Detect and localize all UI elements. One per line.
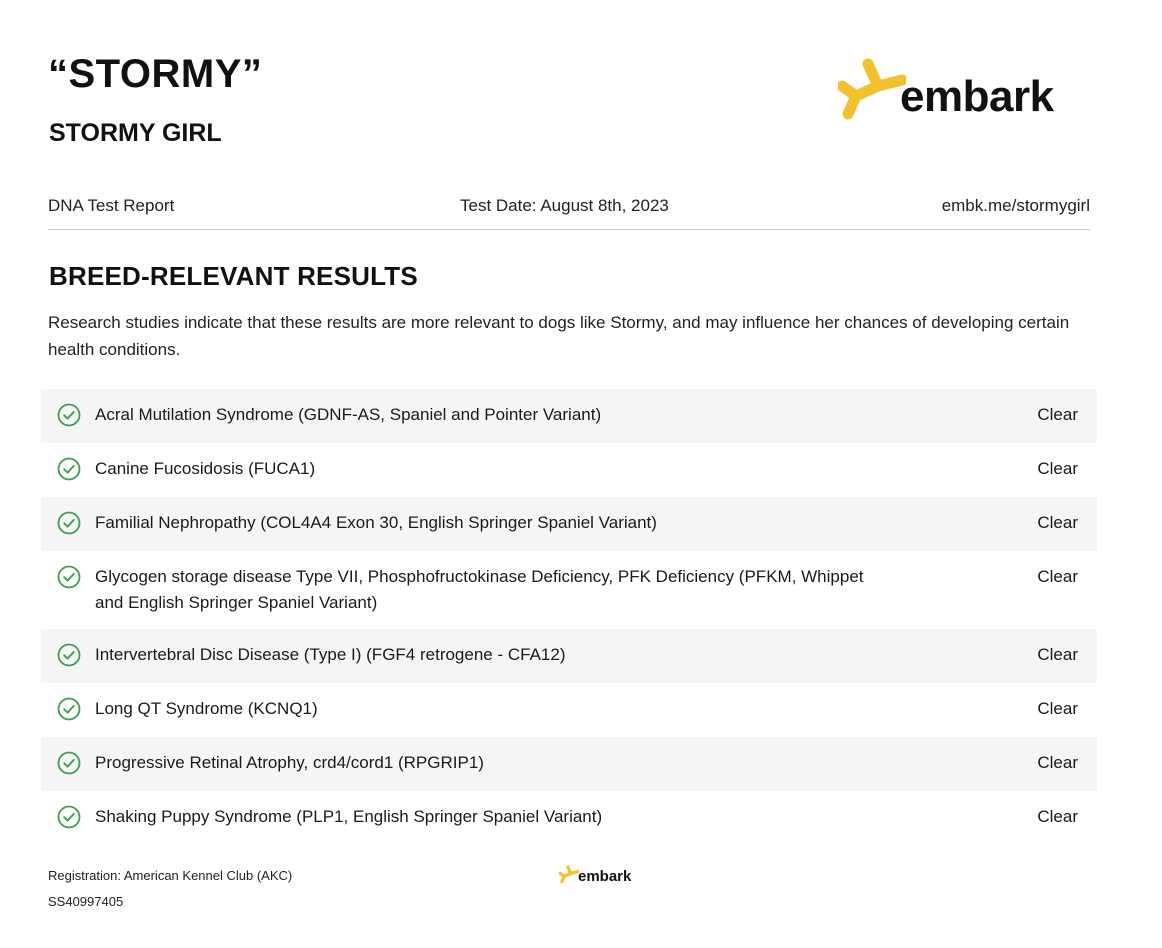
results-list <box>41 389 1097 845</box>
footer-registration-id: SS40997405 <box>48 894 124 909</box>
result-condition-name: Familial Nephropathy (COL4A4 Exon 30, English Springer Spaniel Variant) <box>95 513 657 532</box>
check-circle-icon <box>57 457 81 481</box>
result-condition-name: Intervertebral Disc Disease (Type I) (FGF4 retrogene - CFA12) <box>95 645 566 664</box>
result-condition-name: Canine Fucosidosis (FUCA1) <box>95 459 316 478</box>
result-row <box>41 497 1097 551</box>
check-circle-icon <box>57 805 81 829</box>
result-status: Clear <box>1037 807 1078 826</box>
divider <box>48 229 1090 230</box>
check-circle-icon <box>57 751 81 775</box>
embark-logo-text: embark <box>900 72 1054 121</box>
result-row <box>41 683 1097 737</box>
dog-call-name: “STORMY” <box>48 52 263 96</box>
section-title: BREED-RELEVANT RESULTS <box>49 261 418 291</box>
profile-link[interactable]: embk.me/stormygirl <box>941 196 1090 215</box>
result-status: Clear <box>1037 645 1078 664</box>
report-type: DNA Test Report <box>48 196 175 215</box>
embark-logo <box>838 54 1083 122</box>
result-row <box>41 791 1097 845</box>
section-description: Research studies indicate that these results are more relevant to dogs like Stormy, and may influence her chances of developing certain health conditions. <box>48 313 1070 359</box>
result-condition-name: Shaking Puppy Syndrome (PLP1, English Springer Spaniel Variant) <box>95 807 603 826</box>
test-date: Test Date: August 8th, 2023 <box>460 196 669 215</box>
footer-logo-text: embark <box>578 867 632 885</box>
result-status: Clear <box>1037 405 1078 424</box>
footer-embark-logo <box>559 862 631 886</box>
result-row <box>41 629 1097 683</box>
dog-registered-name: STORMY GIRL <box>49 119 222 147</box>
result-condition-name: Glycogen storage disease Type VII, Phosphofructokinase Deficiency, PFK Deficiency (PFKM, Whippet and English Springer Spaniel Variant) <box>95 567 864 612</box>
check-circle-icon <box>57 565 81 589</box>
result-row <box>41 551 1097 629</box>
embark-logo-icon <box>559 864 579 884</box>
result-condition-name: Acral Mutilation Syndrome (GDNF-AS, Spaniel and Pointer Variant) <box>95 405 602 424</box>
check-circle-icon <box>57 697 81 721</box>
result-status: Clear <box>1037 699 1078 718</box>
result-condition-name: Long QT Syndrome (KCNQ1) <box>95 699 318 718</box>
check-circle-icon <box>57 643 81 667</box>
report-meta <box>48 194 1090 218</box>
embark-logo-icon <box>838 56 906 120</box>
result-status: Clear <box>1037 459 1078 478</box>
result-row <box>41 389 1097 443</box>
result-condition-name: Progressive Retinal Atrophy, crd4/cord1 (RPGRIP1) <box>95 753 484 772</box>
result-status: Clear <box>1037 513 1078 532</box>
check-circle-icon <box>57 403 81 427</box>
result-status: Clear <box>1037 567 1078 586</box>
result-row <box>41 443 1097 497</box>
result-row <box>41 737 1097 791</box>
result-status: Clear <box>1037 753 1078 772</box>
check-circle-icon <box>57 511 81 535</box>
footer-registration: Registration: American Kennel Club (AKC) <box>48 868 293 883</box>
